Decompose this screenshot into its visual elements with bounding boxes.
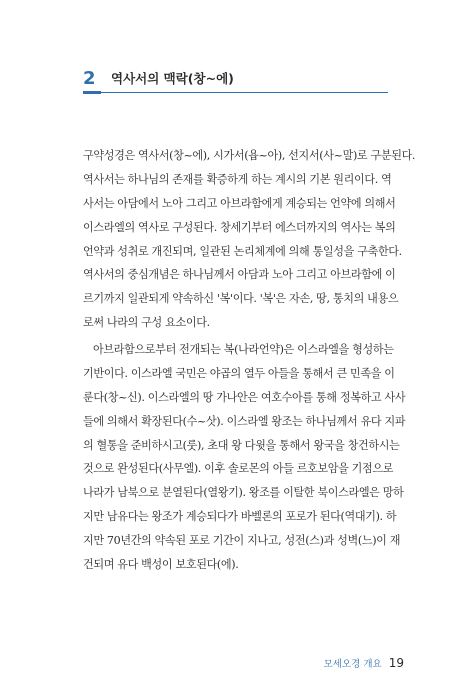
text-line: 건되며 유다 백성이 보호된다(에). (83, 558, 239, 572)
paragraph-1 (83, 144, 416, 335)
paragraph-2 (83, 338, 408, 577)
heading-divider-accent (83, 91, 101, 94)
text-line: 로써 나라의 구성 요소이다. (83, 316, 210, 330)
text-line: 이스라엘의 역사로 구성된다. 창세기부터 에스더까지의 역사는 복의 (83, 220, 396, 234)
page-number: 19 (388, 656, 404, 670)
text-line: 르기까지 일관되게 약속하신 '복'이다. '복'은 자손, 땅, 통치의 내용으 (83, 292, 399, 306)
text-line: 아브라함으로부터 전개되는 복(나라언약)은 이스라엘을 형성하는 (93, 343, 394, 356)
text-line: 역사서의 중심개념은 하나님께서 아담과 노아 그리고 아브라함에 이 (83, 268, 396, 282)
text-line: 구약성경은 역사서(창~에), 시가서(욥~아), 선지서(사~말)로 구분된다. (83, 149, 416, 162)
text-line: 것으로 완성된다(사무엘). 이후 솔로몬의 아들 르호보암을 기점으로 (83, 462, 394, 476)
text-line: 기반이다. 이스라엘 국민은 야곱의 열두 아들을 통해서 큰 민족을 이 (83, 366, 395, 380)
text-line: 들에 의해서 확장된다(수~삿). 이스라엘 왕조는 하나님께서 유다 지파 (83, 414, 406, 428)
text-line: 지만 70년간의 약속된 포로 기간이 지나고, 성전(스)과 성벽(느)이 재 (83, 534, 401, 548)
section-title: 역사서의 맥락(창~에) (111, 71, 234, 86)
section-number: 2 (83, 68, 96, 89)
footer-section-title: 모세오경 개요 (323, 659, 382, 670)
text-line: 지만 남유다는 왕조가 계승되다가 바벨론의 포로가 된다(역대기). 하 (83, 510, 397, 524)
page-footer (324, 656, 404, 670)
text-line: 룬다(창~신). 이스라엘의 땅 가나안은 여호수아를 통해 정복하고 사사 (83, 390, 406, 404)
text-line: 언약과 성취로 개진되며, 일관된 논리체계에 의해 통일성을 구축한다. (83, 244, 402, 258)
heading-divider (83, 92, 388, 93)
text-line: 나라가 남북으로 분열된다(열왕기). 왕조를 이탈한 북이스라엘은 망하 (83, 486, 404, 500)
section-heading (83, 68, 388, 94)
text-line: 역사서는 하나님의 존재를 확증하게 하는 계시의 기본 원리이다. 역 (83, 172, 392, 186)
text-line: 의 혈통을 준비하시고(룻), 초대 왕 다윗을 통해서 왕국을 창건하시는 (83, 438, 400, 452)
text-line: 사서는 아담에서 노아 그리고 아브라함에게 계승되는 언약에 의해서 (83, 196, 396, 210)
